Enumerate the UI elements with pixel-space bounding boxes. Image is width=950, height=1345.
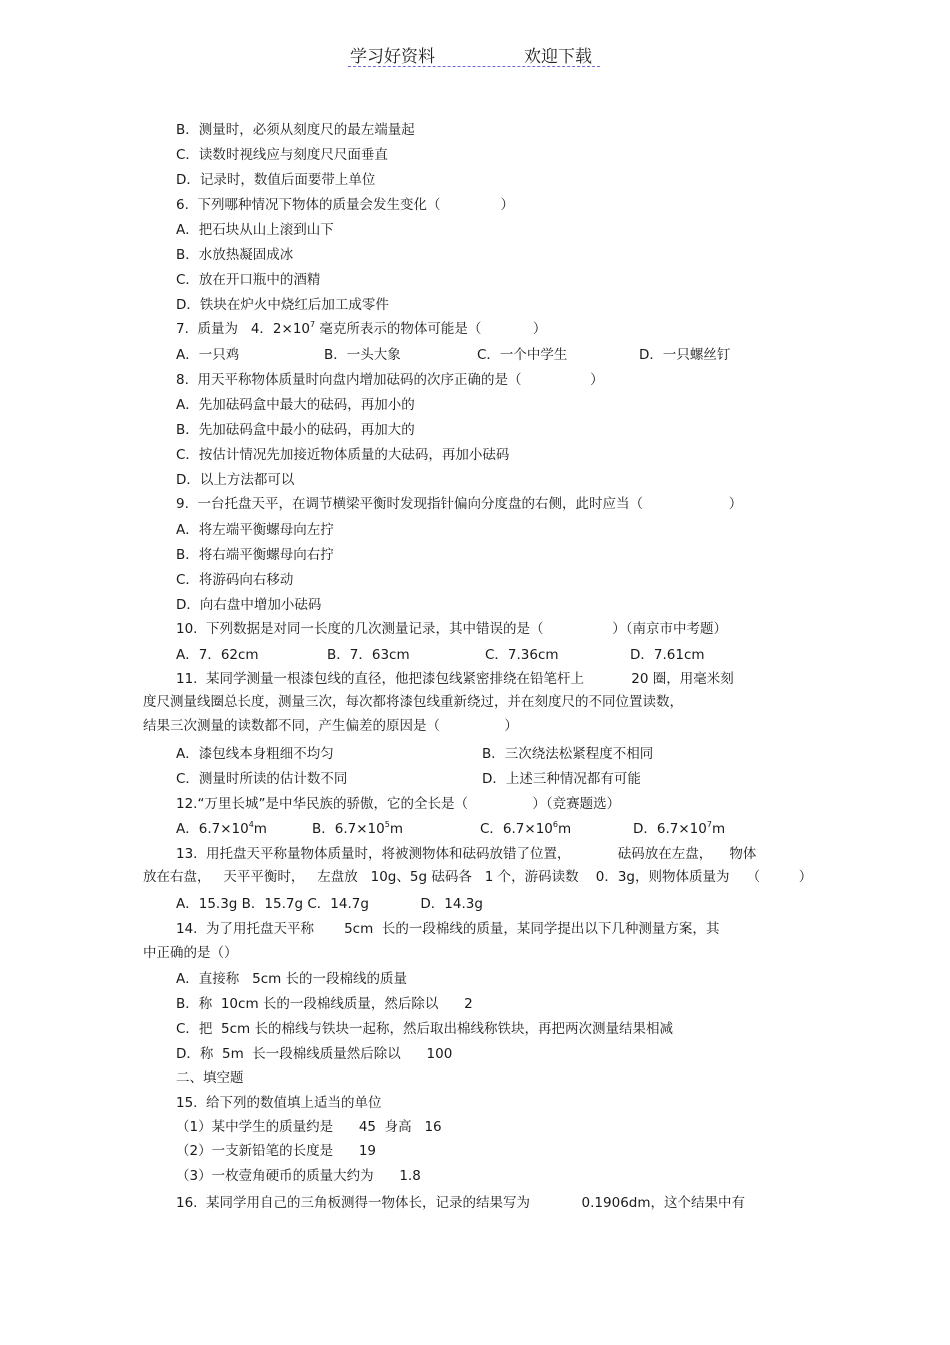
q6-stem: 6. 下列哪种情况下物体的质量会发生变化（ ） xyxy=(176,197,515,213)
q9-option-a: A．将左端平衡螺母向左拧 xyxy=(176,522,334,538)
q14-stem-line1: 14. 为了用托盘天平称 5cm 长的一段棉线的质量，某同学提出以下几种测量方案，其 xyxy=(176,921,720,937)
q7-option-b: B．一头大象 xyxy=(324,347,401,363)
q11-option-a: A．漆包线本身粗细不均匀 xyxy=(176,746,334,762)
q7-option-d: D．一只螺丝钉 xyxy=(639,347,731,363)
q10-option-b: B．7．63cm xyxy=(327,647,410,663)
q5-option-d: D．记录时，数值后面要带上单位 xyxy=(176,172,376,188)
q5-option-b: B．测量时，必须从刻度尺的最左端量起 xyxy=(176,122,415,138)
q14-option-a: A．直接称 5cm 长的一段棉线的质量 xyxy=(176,971,408,987)
q8-option-a: A．先加砝码盒中最大的砝码，再加小的 xyxy=(176,397,415,413)
q5-option-c: C．读数时视线应与刻度尺尺面垂直 xyxy=(176,147,388,163)
q10-option-d: D．7.61cm xyxy=(630,647,705,663)
q12-stem: 12.“万里长城”是中华民族的骄傲，它的全长是（ ）（竞赛题选） xyxy=(176,796,621,812)
q13-stem-line1: 13. 用托盘天平称量物体质量时，将被测物体和砝码放错了位置， 砝码放在左盘， 物体 xyxy=(176,846,757,862)
page-header xyxy=(348,40,600,67)
q6-option-a: A．把石块从山上滚到山下 xyxy=(176,222,334,238)
q12-option-c: C．$6.7\times 10^6m$ xyxy=(480,820,572,837)
q15-item-2: （2）一支新铅笔的长度是 19 xyxy=(176,1143,377,1159)
q6-option-c: C．放在开口瓶中的酒精 xyxy=(176,272,321,288)
q8-stem: 8. 用天平称物体质量时向盘内增加砝码的次序正确的是（ ） xyxy=(176,372,604,388)
q11-option-d: D．上述三种情况都有可能 xyxy=(482,771,641,787)
q9-option-b: B．将右端平衡螺母向右拧 xyxy=(176,547,334,563)
q10-option-a: A．7．62cm xyxy=(176,647,259,663)
q14-option-c: C．把 5cm 长的棉线与铁块一起称，然后取出棉线称铁块，再把两次测量结果相减 xyxy=(176,1021,673,1037)
q12-option-d: D．$6.7\times 10^7m$ xyxy=(633,820,726,837)
q15-item-1: （1）某中学生的质量约是 45 身高 16 xyxy=(176,1119,442,1135)
q9-option-d: D．向右盘中增加小砝码 xyxy=(176,597,322,613)
q7-suffix: 毫克所表示的物体可能是（ ） xyxy=(315,321,547,337)
q11-stem-line1: 11. 某同学测量一根漆包线的直径，他把漆包线紧密排绕在铅笔杆上 20 圈，用毫米刻 xyxy=(176,671,734,687)
q11-option-b: B．三次绕法松紧程度不相同 xyxy=(482,746,654,762)
q13-options: A．15.3g B．15.7g C．14.7g D．14.3g xyxy=(176,896,483,912)
q7-option-c: C．一个中学生 xyxy=(477,347,568,363)
q7-exponent: 7 xyxy=(310,320,316,329)
q11-option-c: C．测量时所读的估计数不同 xyxy=(176,771,348,787)
section-heading: 二、填空题 xyxy=(176,1070,244,1086)
q14-stem-line2: 中正确的是（） xyxy=(143,945,238,961)
q15-item-3: （3）一枚壹角硬币的质量大约为 1.8 xyxy=(176,1168,421,1184)
q13-stem-line2: 放在右盘， 天平平衡时， 左盘放 10g、5g 砝码各 1 个，游码读数 0．3g，则物体质量为 （ ） xyxy=(143,869,813,885)
q14-option-b: B．称 10cm 长的一段棉线质量，然后除以 2 xyxy=(176,996,473,1012)
q12-option-b: B．$6.7\times 10^5m$ xyxy=(312,820,403,837)
q10-option-c: C．7.36cm xyxy=(485,647,559,663)
q8-option-c: C．按估计情况先加接近物体质量的大砝码，再加小砝码 xyxy=(176,447,510,463)
header-right-text: 欢迎下载 xyxy=(524,47,592,67)
header-left-text: 学习好资料 xyxy=(350,47,435,67)
q16-stem: 16. 某同学用自己的三角板测得一物体长，记录的结果写为 0.1906dm，这个结果中有 xyxy=(176,1195,746,1211)
q8-option-d: D．以上方法都可以 xyxy=(176,472,295,488)
q10-stem: 10. 下列数据是对同一长度的几次测量记录，其中错误的是（ ）（南京市中考题） xyxy=(176,621,727,637)
q12-option-a: A．$6.7\times 10^4m$ xyxy=(176,820,267,837)
q9-stem: 9. 一台托盘天平，在调节横梁平衡时发现指针偏向分度盘的右侧，此时应当（ ） xyxy=(176,496,743,512)
q7-option-a: A．一只鸡 xyxy=(176,347,240,363)
q6-option-b: B．水放热凝固成冰 xyxy=(176,247,294,263)
q7-prefix: 7. 质量为 4．2×10 xyxy=(176,321,311,337)
q11-stem-line3: 结果三次测量的读数都不同，产生偏差的原因是（ ） xyxy=(143,718,518,734)
q11-stem-line2: 度尺测量线圈总长度，测量三次，每次都将漆包线重新绕过，并在刻度尺的不同位置读数， xyxy=(143,694,683,710)
q8-option-b: B．先加砝码盒中最小的砝码，再加大的 xyxy=(176,422,415,438)
q15-stem: 15. 给下列的数值填上适当的单位 xyxy=(176,1095,382,1111)
q6-option-d: D．铁块在炉火中烧红后加工成零件 xyxy=(176,297,389,313)
q9-option-c: C．将游码向右移动 xyxy=(176,572,294,588)
q7-stem xyxy=(176,320,546,338)
q14-option-d: D．称 5m 长一段棉线质量然后除以 100 xyxy=(176,1046,453,1062)
